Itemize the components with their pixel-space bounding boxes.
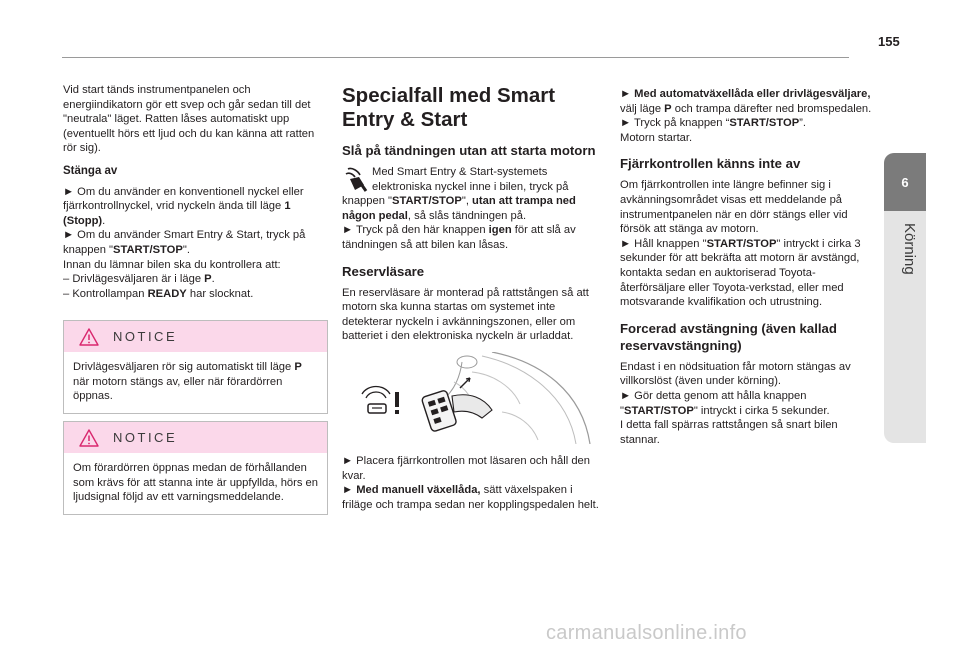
notice-header [64,422,327,453]
notice-header [64,321,327,352]
bullet-smart-entry: ► Om du använder Smart Entry & Start, tryck på knappen "START/STOP". [63,229,306,256]
reader-paragraph: En reservläsare är monterad på rattstången så att motorn ska kunna startas om systemet inte detekterar nyckeln i avkänningszonen, eller om batteriet i den elektroniska nyckeln är urladdat. [342,286,589,343]
column-middle [342,84,600,512]
remote-hold-bullet: ► Håll knappen "START/STOP" intryckt i cirka 3 sekunder för att bekräfta att motorn är avstängd, kontakta sedan en auktoriserad Toyota-återförsäljare eller Toyota-verkstad, eller med motsvarande kvalifikation och utrustning. [620,237,861,309]
press-start-bullet: ► Tryck på knappen “START/STOP”. [620,117,806,130]
place-remote-bullet: ► Placera fjärrkontrollen mot läsaren och håll den kvar. [342,454,590,482]
heading-forced-shutdown: Forcerad avstängning (även kallad reservavstängning) [620,320,837,353]
steering-column-figure [342,352,600,444]
section-title: Specialfall med Smart Entry & Start [342,84,556,131]
heading-reader: Reservläsare [342,263,425,279]
column-left [63,83,328,301]
page-number: 155 [878,34,900,49]
engine-starts-text: Motorn startar. [620,131,693,144]
warning-icon [79,328,99,346]
stop-heading: Stänga av [63,164,118,177]
watermark: carmanualsonline.info [546,622,747,644]
forced-paragraph: Endast i en nödsituation får motorn stängas av villkorslöst (även under körning). [620,360,851,388]
heading-remote-not-detected: Fjärrkontrollen känns inte av [620,156,801,172]
bullet-conventional-key: ► Om du använder en konventionell nyckel eller fjärrkontrollnyckel, vrid nyckeln ända till läge 1 (Stopp). [63,185,304,227]
chapter-number: 6 [884,153,926,211]
header-rule [62,57,849,58]
forced-lock-text: I detta fall spärras rattstången så snart bilen stannar. [620,419,838,446]
notice-body: Drivlägesväljaren rör sig automatiskt till läge P när motorn stängs av, eller när förardörren öppnas. [73,361,302,403]
notice-box-1 [63,320,328,414]
intro-paragraph: Vid start tänds instrumentpanelen och energiindikatorn gör ett svep och går sedan till det "neutrala" läget. Ratten låses automatiskt upp (eventuellt hörs ett ljud och du kan känna att ratten rör sig). [63,84,315,155]
ignition-off-bullet: ► Tryck på den här knappen igen för att slå av tändningen så att bilen kan låsas. [342,224,576,251]
check-intro: Innan du lämnar bilen ska du kontrollera att: [63,258,281,271]
column-right [620,87,878,447]
check-item-p: – Drivlägesväljaren är i läge P. [63,273,215,286]
chapter-tab[interactable] [884,153,926,443]
notice-body: Om förardörren öppnas medan de förhållanden som krävs för att stanna inte är uppfyllda, hörs en ljudsignal följd av ett varningsmeddelande. [73,462,319,504]
heading-ignition: Slå på tändningen utan att starta motorn [342,143,596,158]
manual-gearbox-bullet: ► Med manuell växellåda, sätt växelspaken i friläge och trampa sedan ner kopplingspedalen helt. [342,484,599,511]
backup-reader-illustration [342,352,600,444]
ignition-paragraph: Med Smart Entry & Start-systemets elektroniska nyckel inne i bilen, tryck på knappen "START/STOP", utan att trampa ned någon pedal, så slås tändningen på. [342,166,576,222]
automatic-gearbox-bullet: ► Med automatväxellåda eller drivlägesväljare, välj läge P och trampa därefter ned bromspedalen. [620,88,872,115]
check-item-ready: – Kontrollampan READY har slocknat. [63,287,254,300]
notice-box-2 [63,421,328,515]
remote-paragraph: Om fjärrkontrollen inte längre befinner sig i avkänningsområdet visas ett meddelande på instrumentpanelen när en dörr stängs eller vid försök att stänga av motorn. [620,179,848,236]
forced-hold-bullet: ► Gör detta genom att hålla knappen "START/STOP" intryckt i cirka 5 sekunder. [620,389,830,417]
smart-key-icon [342,165,368,193]
warning-icon [79,429,99,447]
notice-label: NOTICE [113,329,178,344]
notice-label: NOTICE [113,430,178,445]
chapter-title: Körning [901,223,918,275]
key-warning-icon [362,386,399,414]
